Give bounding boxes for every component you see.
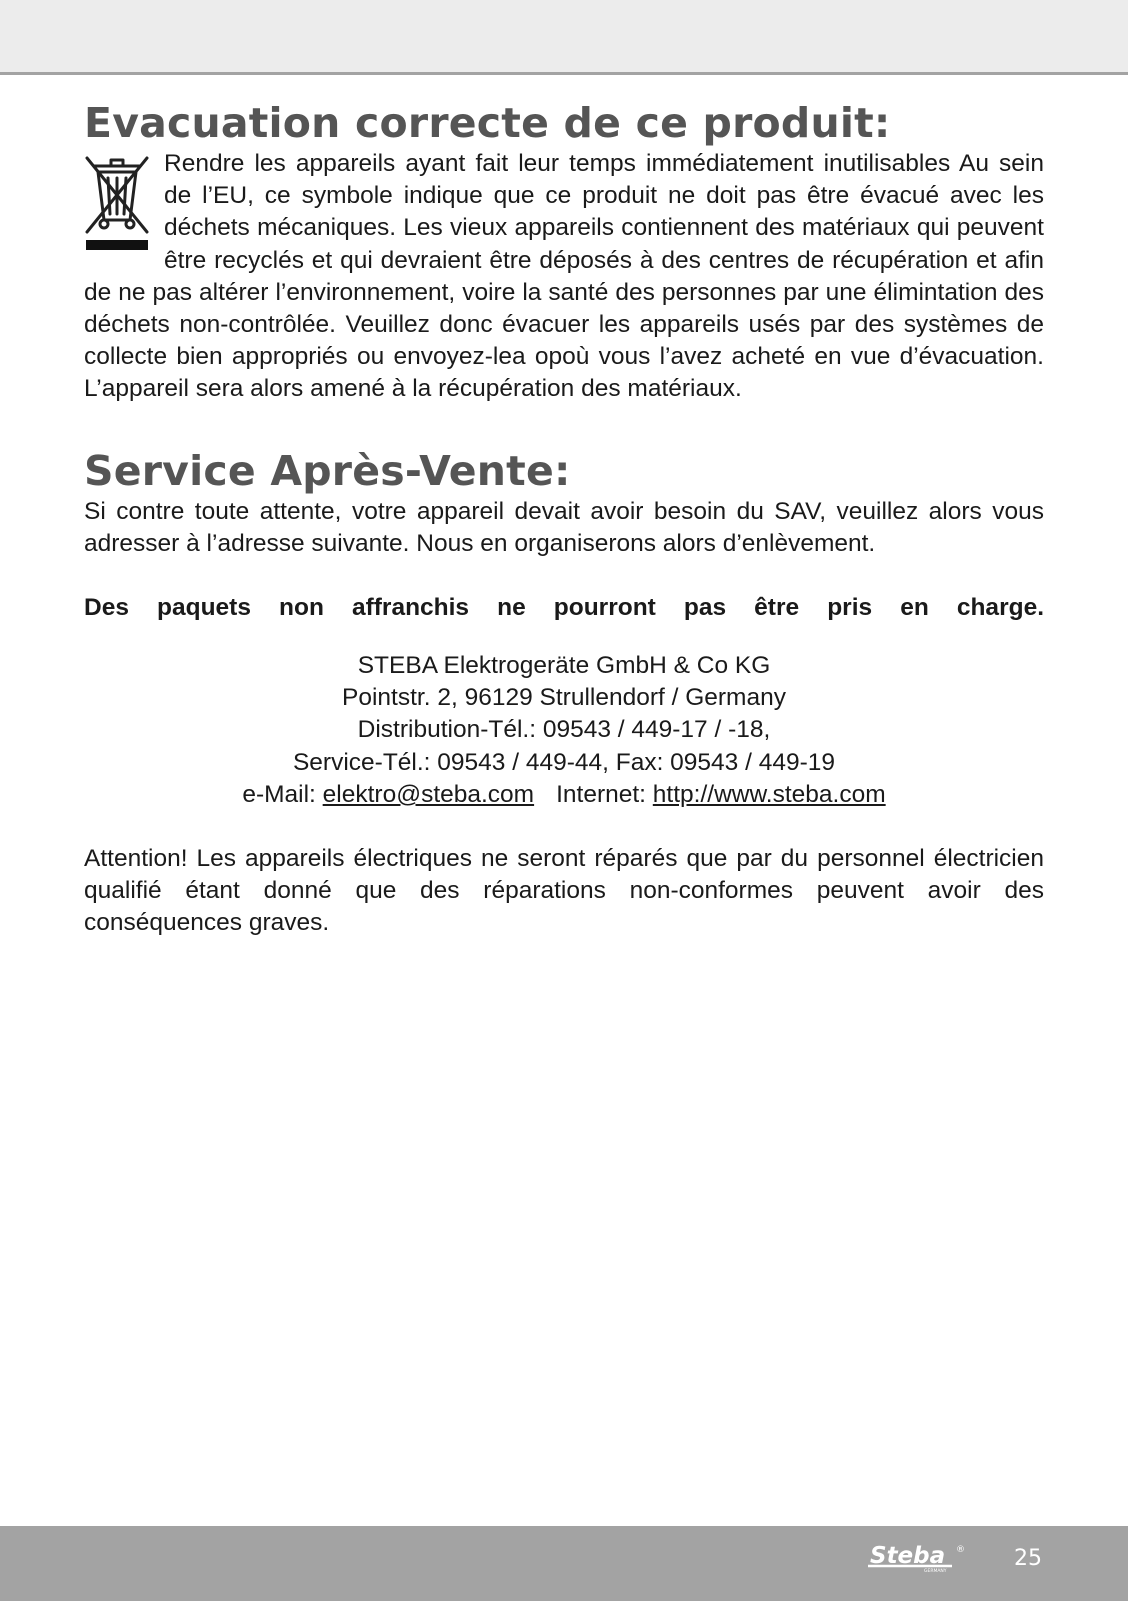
steba-logo-text: Steba (870, 1543, 946, 1569)
page-number: 25 (1014, 1546, 1042, 1571)
attention-text: Attention! Les appareils électriques ne seront réparés que par du personnel électricien qualifié étant donné que des réparations non-conformes peuvent avoir des conséquences graves. (84, 845, 1044, 937)
disposal-text: Rendre les appareils ayant fait leur temps immédiatement inutilisables Au sein de l’EU, ce symbole indique que ce produit ne doit pas être évacué avec les déchets mécaniques. Les vieux appareils contiennent des matériaux qui peuvent être recyclés et qui devraient être déposés à des centres de récupération et afin de ne pas altérer l’environnement, voire la santé des personnes par une élimintation des déchets non-contrôlée. Veuillez donc évacuer les appareils usés par des systèmes de collecte bien appropriés ou envoyez-lea opoù vous l’avez acheté en vue d’évacuation. L’appareil sera alors amené à la récupération des matériaux. (84, 150, 1044, 403)
internet-label: Internet: (556, 780, 646, 808)
steba-logo (868, 1543, 984, 1573)
disposal-section (84, 148, 1044, 406)
crossed-out-wheelie-bin-icon (84, 154, 150, 252)
service-phone: Service-Tél.: 09543 / 449-44, Fax: 09543 / 449-19 (292, 748, 836, 776)
email-link[interactable]: elektro@steba.com (322, 780, 535, 808)
page-header-band (0, 0, 1128, 73)
website-link[interactable]: http://www.steba.com (652, 780, 886, 808)
company-address (84, 650, 1044, 811)
registered-mark: ® (956, 1545, 965, 1555)
service-text: Si contre toute attente, votre appareil devait avoir besoin du SAV, veuillez alors vous adresser à l’adresse suivante. Nous en organiserons alors d’enlèvement. (84, 497, 1044, 557)
contact-line (84, 779, 1044, 811)
company-name: STEBA Elektrogeräte GmbH & Co KG (357, 652, 771, 680)
email-label: e-Mail: (242, 780, 316, 808)
disposal-heading: Evacuation correcte de ce produit: (84, 99, 891, 147)
company-street: Pointstr. 2, 96129 Strullendorf / Germany (342, 684, 786, 712)
page-content (84, 98, 1044, 940)
header-divider (0, 72, 1128, 75)
steba-logo-subtext: GERMANY (924, 1569, 947, 1573)
distribution-phone: Distribution-Tél.: 09543 / 449-17 / -18, (357, 716, 771, 744)
postage-notice: Des paquets non affranchis ne pourront pas être pris en charge. (84, 594, 1044, 622)
service-heading: Service Après-Vente: (84, 446, 571, 495)
